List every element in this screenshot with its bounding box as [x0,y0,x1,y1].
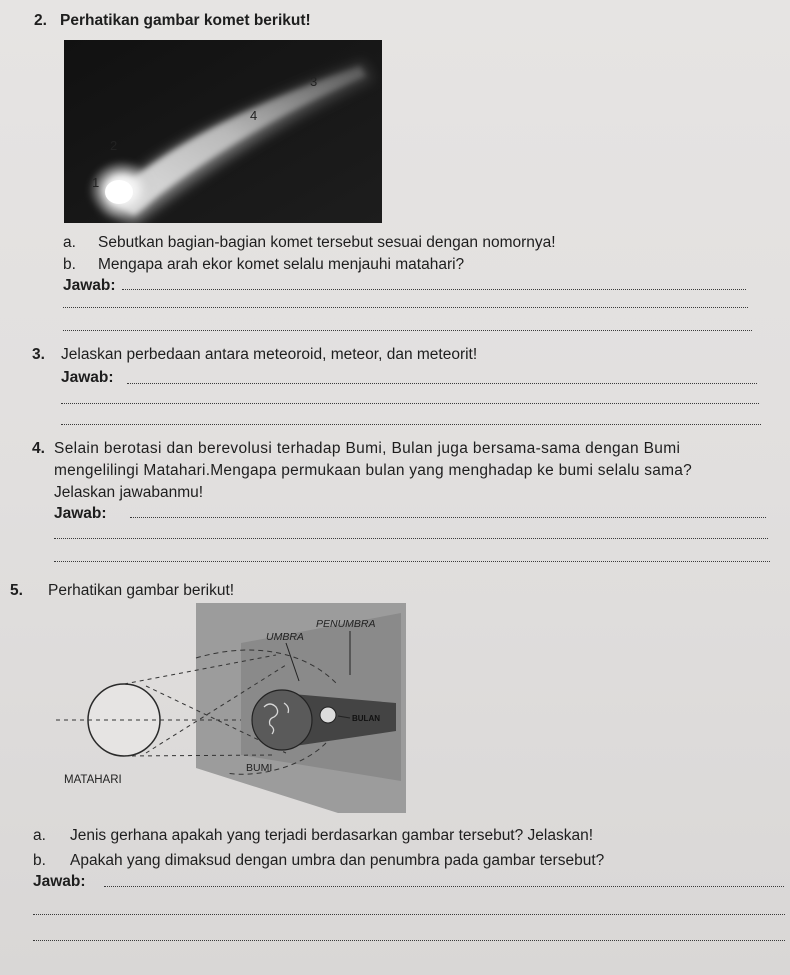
comet-figure [64,40,382,223]
q4-answer-line-1[interactable] [130,517,766,518]
comet-label-1: 1 [92,175,100,190]
bumi-label: BUMI [246,762,273,774]
moon-circle [320,707,336,723]
q2a-letter: a. [63,234,76,251]
bulan-label: BULAN [352,714,380,723]
q5-number: 5. [10,582,23,599]
q5-title: Perhatikan gambar berikut! [48,582,235,599]
q4-answer-line-3[interactable] [54,561,770,562]
q4-line-3: Jelaskan jawabanmu! [54,484,204,501]
eclipse-figure [46,603,406,813]
q4-answer-label: Jawab: [54,505,107,522]
q3-number: 3. [32,346,45,363]
q4-number: 4. [32,440,45,457]
q5-answer-label: Jawab: [33,873,86,890]
comet-label-4: 4 [250,108,258,123]
matahari-label: MATAHARI [64,774,122,786]
q3-text: Jelaskan perbedaan antara meteoroid, meteor, dan meteorit! [61,346,478,363]
q5-answer-line-1[interactable] [104,886,784,887]
q2b-letter: b. [63,256,76,273]
q2-answer-line-1[interactable] [122,289,746,290]
q3-answer-line-2[interactable] [61,403,759,404]
q5-answer-line-3[interactable] [33,940,785,941]
comet-label-2: 2 [110,138,118,153]
q2-answer-label: Jawab: [63,277,116,294]
penumbra-label: PENUMBRA [316,618,376,630]
umbra-label: UMBRA [266,631,304,643]
q4-line-2: mengelilingi Matahari.Mengapa permukaan bulan yang menghadap ke bumi selalu sama? [54,462,693,479]
q3-answer-line-1[interactable] [127,383,757,384]
q2-number: 2. [34,12,47,29]
q3-answer-label: Jawab: [61,369,114,386]
q2-title: Perhatikan gambar komet berikut! [60,12,311,29]
q2-answer-line-2[interactable] [63,307,748,308]
q5a-letter: a. [33,827,46,844]
q3-answer-line-3[interactable] [61,424,761,425]
q2b-text: Mengapa arah ekor komet selalu menjauhi matahari? [98,256,465,273]
q5b-letter: b. [33,852,46,869]
q5a-text: Jenis gerhana apakah yang terjadi berdasarkan gambar tersebut? Jelaskan! [70,827,594,844]
q5-answer-line-2[interactable] [33,914,785,915]
comet-nucleus [105,180,133,204]
q4-answer-line-2[interactable] [54,538,768,539]
earth-circle [252,690,312,750]
q5b-text: Apakah yang dimaksud dengan umbra dan penumbra pada gambar tersebut? [70,852,605,869]
q2-answer-line-3[interactable] [63,330,752,331]
q2a-text: Sebutkan bagian-bagian komet tersebut sesuai dengan nomornya! [98,234,556,251]
q4-line-1: Selain berotasi dan berevolusi terhadap Bumi, Bulan juga bersama-sama dengan Bumi [54,440,681,457]
comet-label-3: 3 [310,74,318,89]
